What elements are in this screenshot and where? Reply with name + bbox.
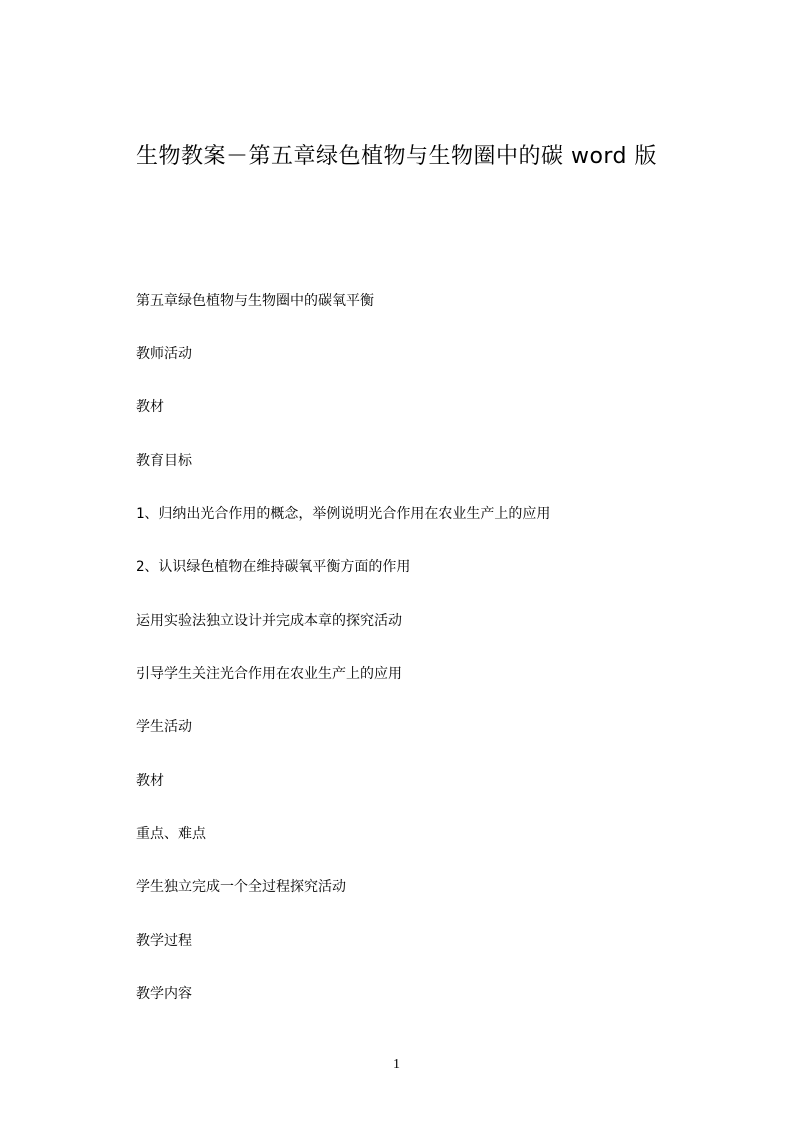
paragraph-goal-2: 2、认识绿色植物在维持碳氧平衡方面的作用 — [136, 559, 411, 575]
paragraph-teaching-content: 教学内容 — [136, 986, 192, 1002]
paragraph-goal-1: 1、归纳出光合作用的概念，举例说明光合作用在农业生产上的应用 — [136, 506, 551, 522]
page-number: 1 — [393, 1057, 400, 1072]
paragraph-goal-3: 运用实验法独立设计并完成本章的探究活动 — [136, 613, 402, 629]
paragraph-chapter-heading: 第五章绿色植物与生物圈中的碳氧平衡 — [136, 293, 374, 309]
paragraph-teaching-goals: 教育目标 — [136, 453, 192, 469]
paragraph-goal-4: 引导学生关注光合作用在农业生产上的应用 — [136, 666, 402, 682]
document-title: 生物教案－第五章绿色植物与生物圈中的碳 word 版 — [135, 144, 658, 169]
paragraph-key-points: 重点、难点 — [136, 826, 206, 842]
paragraph-student-activity: 学生活动 — [136, 719, 192, 735]
paragraph-teacher-activity: 教师活动 — [136, 346, 192, 362]
paragraph-key-point-1: 学生独立完成一个全过程探究活动 — [136, 879, 346, 895]
paragraph-textbook-2: 教材 — [136, 773, 164, 789]
paragraph-textbook: 教材 — [136, 399, 164, 415]
paragraph-teaching-process: 教学过程 — [136, 933, 192, 949]
